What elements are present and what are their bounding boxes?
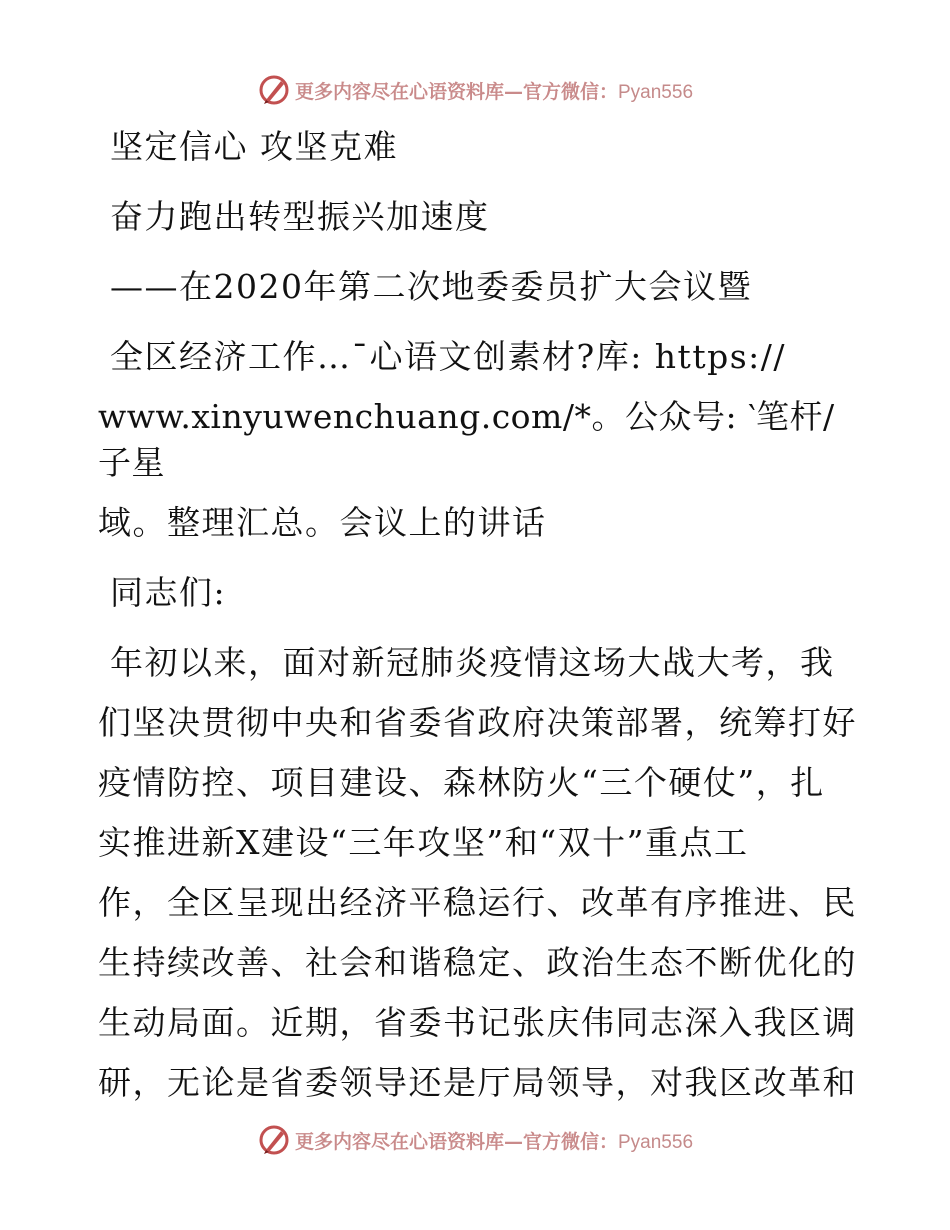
paragraph-line: 实推进新X建设“三年攻坚”和“双十”重点工	[98, 823, 749, 862]
subtitle-line-3: www.xinyuwenchuang.com/*。公众号: ‵笔杆/子星	[98, 397, 835, 482]
paragraph-line: 疫情防控、项目建设、森林防火“三个硬仗”，扎	[98, 763, 825, 802]
watermark-text: 更多内容尽在心语资料库—官方微信：Pyan556	[294, 80, 694, 103]
subtitle-line-1: ——在2020年第二次地委委员扩大会议暨	[110, 267, 752, 306]
watermark-banner-top	[0, 70, 950, 110]
watermark-banner-bottom	[0, 1120, 950, 1160]
salutation: 同志们:	[110, 573, 227, 612]
paragraph-line: 研，无论是省委领导还是厅局领导，对我区改革和	[98, 1063, 857, 1102]
paragraph-line: 生动局面。近期，省委书记张庆伟同志深入我区调	[98, 1003, 857, 1042]
paragraph-line: 作，全区呈现出经济平稳运行、改革有序推进、民	[98, 883, 857, 922]
pen-logo-icon	[257, 73, 291, 107]
paragraph-line: 年初以来，面对新冠肺炎疫情这场大战大考，我	[110, 643, 835, 682]
pen-logo-icon	[257, 1123, 291, 1157]
subtitle-line-4: 域。整理汇总。会议上的讲话	[98, 503, 547, 542]
watermark-text: 更多内容尽在心语资料库—官方微信：Pyan556	[294, 1130, 694, 1153]
subtitle-line-2: 全区经济工作…¯心语文创素材?库: https://	[110, 337, 786, 376]
paragraph-line: 们坚决贯彻中央和省委省政府决策部署，统筹打好	[98, 703, 857, 742]
title-line-1: 坚定信心 攻坚克难	[110, 127, 398, 166]
paragraph-line: 生持续改善、社会和谐稳定、政治生态不断优化的	[98, 943, 857, 982]
document-body	[98, 124, 858, 1106]
title-line-2: 奋力跑出转型振兴加速度	[110, 197, 490, 236]
